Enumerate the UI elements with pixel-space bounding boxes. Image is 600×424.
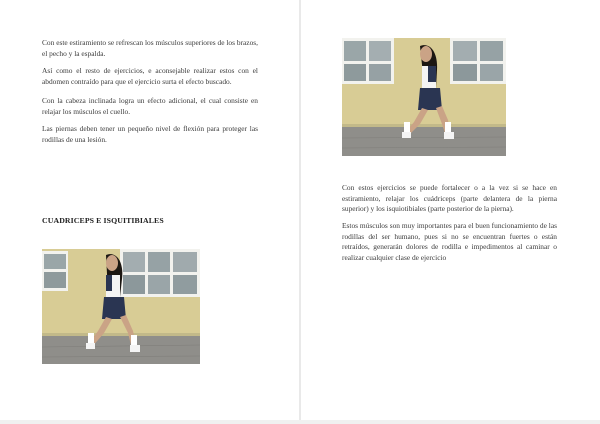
lunge-photo-left [42, 249, 200, 364]
right-paragraph-1: Con estos ejercicios se puede fortalecer o a la vez si se hace en estiramiento, relajar los cuádriceps (parte delantera de la pierna superior) y los isquiotibiales (parte posterior de la pierna). [342, 183, 557, 214]
bottom-strip [0, 420, 600, 424]
right-paragraph-2: Estos músculos son muy importantes para el buen funcionamiento de las rodillas del ser humano, pues si no se encuentran fuertes o están retraídos, generarán dolores de rodilla e impedimentos al caminar o realizar cualquier clase de ejercicio [342, 221, 557, 262]
lunge-photo-right [342, 38, 506, 156]
left-paragraph-2: Así como el resto de ejercicios, e aconsejable realizar estos con el abdomen contraído para que el ejercicio surta el efecto buscado. [42, 66, 258, 86]
left-paragraph-4: Las piernas deben tener un pequeño nivel de flexión para proteger las rodillas de una lesión. [42, 124, 258, 144]
left-paragraph-3: Con la cabeza inclinada logra un efecto adicional, el cual consiste en relajar los músculos el cuello. [42, 96, 258, 116]
section-heading: CUADRICEPS E ISQUITIBIALES [42, 216, 164, 225]
left-paragraph-1: Con este estiramiento se refrescan los músculos superiores de los brazos, el pecho y la espalda. [42, 38, 258, 58]
